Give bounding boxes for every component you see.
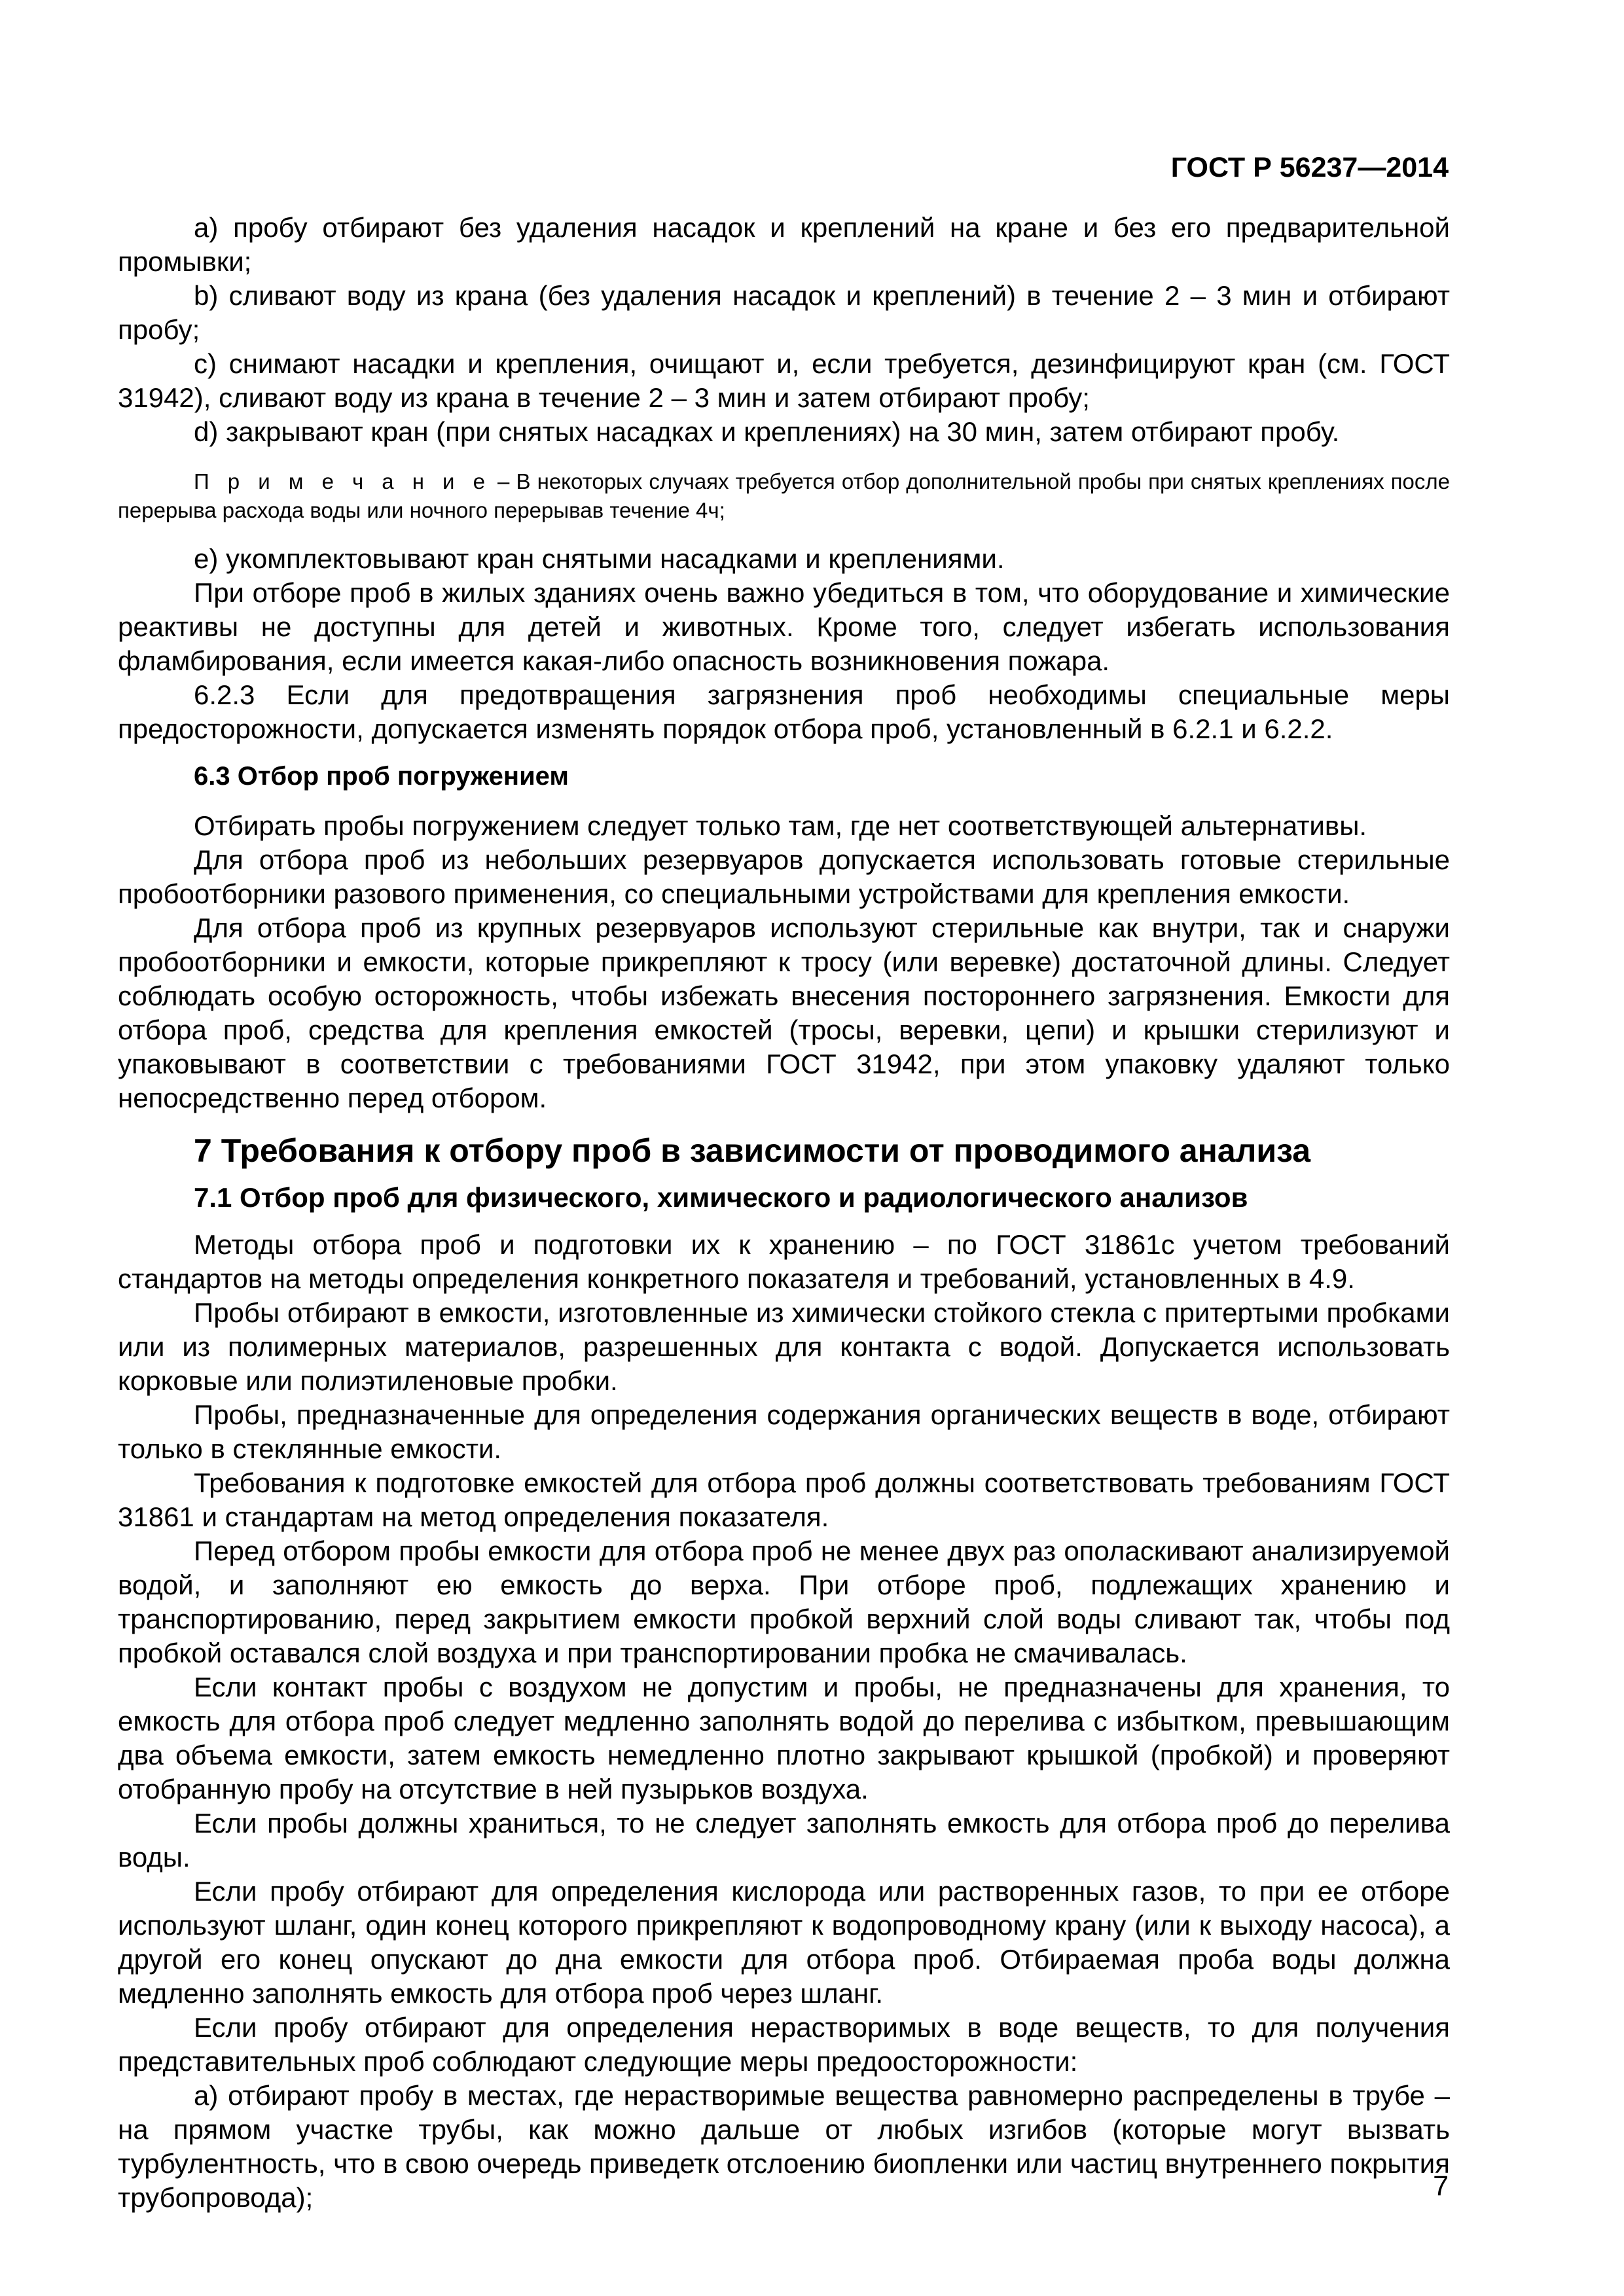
document-body	[118, 211, 1450, 2215]
paragraph: b) сливают воду из крана (без удаления насадок и креплений) в течение 2 – 3 мин и отбирают пробу;	[118, 280, 1450, 345]
note	[118, 467, 1450, 525]
paragraph: Пробы отбирают в емкости, изготовленные из химически стойкого стекла с притертыми пробками или из полимерных материалов, разрешенных для контакта с водой. Допускается использовать корковые или полиэтиленовые пробки.	[118, 1297, 1450, 1396]
paragraph: е) укомплектовывают кран снятыми насадками и креплениями.	[194, 543, 1005, 574]
paragraph: Если пробу отбирают для определения кислорода или растворенных газов, то при ее отборе используют шланг, один конец которого прикрепляют к водопроводному крану (или к выходу насоса), а другой его конец опускают до дна емкости для отбора проб. Отбираемая проба воды должна медленно заполнять емкость для отбора проб через шланг.	[118, 1876, 1450, 2009]
section-heading-7: 7 Требования к отбору проб в зависимости от проводимого анализа	[194, 1132, 1311, 1169]
paragraph: а) отбирают пробу в местах, где нерастворимые вещества равномерно распределены в трубе – на прямом участке трубы, как можно дальше от любых изгибов (которые могут вызвать турбулентность, что в свою очередь приведетк отслоению биопленки или частиц внутреннего покрытия трубопровода);	[118, 2080, 1450, 2213]
paragraph: c) снимают насадки и крепления, очищают и, если требуется, дезинфицируют кран (см. ГОСТ 31942), сливают воду из крана в течение 2 – 3 мин и затем отбирают пробу;	[118, 348, 1450, 413]
paragraph: Если пробу отбирают для определения нерастворимых в воде веществ, то для получения представительных проб соблюдают следующие меры предоосторожности:	[118, 2012, 1450, 2077]
paragraph: Если контакт пробы с воздухом не допустим и пробы, не предназначены для хранения, то емкость для отбора проб следует медленно заполнять водой до перелива с избытком, превышающим два объема емкости, затем емкость немедленно плотно закрывают крышкой (пробкой) и проверяют отобранную пробу на отсутствие в ней пузырьков воздуха.	[118, 1672, 1450, 1804]
section-heading-6-3: 6.3 Отбор проб погружением	[194, 762, 569, 791]
paragraph: Отбирать пробы погружением следует только там, где нет соответствующей альтернативы.	[194, 810, 1367, 841]
paragraph: Для отбора проб из крупных резервуаров используют стерильные как внутри, так и снаружи пробоотборники и емкости, которые прикрепляют к тросу (или веревке) достаточной длины. Следует соблюдать особую осторожность, чтобы избежать внесения постороннего загрязнения. Емкости для отбора проб, средства для крепления емкостей (тросы, веревки, цепи) и крышки стерилизуют и упаковывают в соответствии с требованиями ГОСТ 31942, при этом упаковку удаляют только непосредственно перед отбором.	[118, 912, 1450, 1113]
paragraph: Методы отбора проб и подготовки их к хранению – по ГОСТ 31861с учетом требований стандартов на методы определения конкретного показателя и требований, установленных в 4.9.	[118, 1229, 1450, 1294]
page-number: 7	[1433, 2170, 1449, 2202]
note-text: – В некоторых случаях требуется отбор дополнительной пробы при снятых креплениях после перерыва расхода воды или ночного перерывав течение 4ч;	[118, 469, 1451, 522]
paragraph: Пробы, предназначенные для определения содержания органических веществ в воде, отбирают только в стеклянные емкости.	[118, 1399, 1450, 1464]
note-label: П р и м е ч а н и е	[194, 469, 491, 493]
paragraph: Перед отбором пробы емкости для отбора проб не менее двух раз ополаскивают анализируемой водой, и заполняют ею емкость до верха. При отборе проб, подлежащих хранению и транспортированию, перед закрытием емкости пробкой верхний слой воды сливают так, чтобы под пробкой оставался слой воздуха и при транспортировании пробка не смачивалась.	[118, 1535, 1450, 1668]
paragraph: 6.2.3 Если для предотвращения загрязнения проб необходимы специальные меры предосторожности, допускается изменять порядок отбора проб, установленный в 6.2.1 и 6.2.2.	[118, 679, 1450, 744]
paragraph: При отборе проб в жилых зданиях очень важно убедиться в том, что оборудование и химические реактивы не доступны для детей и животных. Кроме того, следует избегать использования фламбирования, если имеется какая-либо опасность возникновения пожара.	[118, 577, 1450, 676]
paragraph: Если пробы должны храниться, то не следует заполнять емкость для отбора проб до перелива воды.	[118, 1808, 1450, 1873]
paragraph: d) закрывают кран (при снятых насадках и креплениях) на 30 мин, затем отбирают пробу.	[194, 416, 1340, 447]
paragraph: а) пробу отбирают без удаления насадок и креплений на кране и без его предварительной промывки;	[118, 212, 1450, 277]
paragraph: Требования к подготовке емкостей для отбора проб должны соответствовать требованиям ГОСТ 31861 и стандартам на метод определения показателя.	[118, 1467, 1450, 1532]
paragraph: Для отбора проб из небольших резервуаров допускается использовать готовые стерильные пробоотборники разового применения, со специальными устройствами для крепления емкости.	[118, 844, 1450, 909]
section-heading-7-1: 7.1 Отбор проб для физического, химического и радиологического анализов	[194, 1182, 1248, 1213]
document-code: ГОСТ Р 56237—2014	[1170, 152, 1449, 183]
